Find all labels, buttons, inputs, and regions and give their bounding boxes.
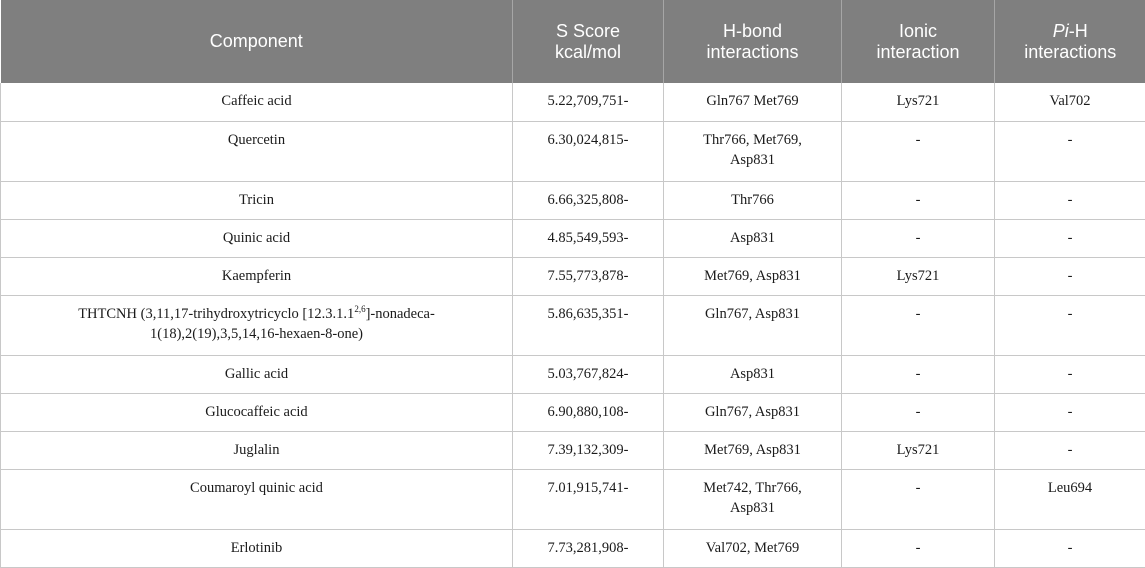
cell-pi-h: - — [995, 181, 1145, 219]
cell-ionic: - — [842, 181, 995, 219]
cell-component: Juglalin — [1, 431, 513, 469]
cell-component: Erlotinib — [1, 529, 513, 567]
cell-component: Coumaroyl quinic acid — [1, 469, 513, 529]
cell-component: Glucocaffeic acid — [1, 393, 513, 431]
table-row — [1, 83, 1145, 121]
header-ionic: Ionic interaction — [842, 0, 995, 83]
cell-ionic: - — [842, 529, 995, 567]
table-row — [1, 355, 1145, 393]
cell-hbond: Met769, Asp831 — [664, 257, 842, 295]
table-row — [1, 529, 1145, 567]
table-row — [1, 219, 1145, 257]
cell-pi-h: - — [995, 295, 1145, 355]
cell-pi-h: - — [995, 529, 1145, 567]
cell-s-score: 5.03,767,824- — [513, 355, 664, 393]
cell-hbond: Gln767, Asp831 — [664, 295, 842, 355]
cell-ionic: - — [842, 393, 995, 431]
cell-component: THTCNH (3,11,17-trihydroxytricyclo [12.3.1.1$^{2,6}$]-nonadeca-1(18),2(19),3,5,14,16-hexaen-8-one) — [1, 295, 513, 355]
cell-hbond: Asp831 — [664, 219, 842, 257]
cell-s-score: 5.86,635,351- — [513, 295, 664, 355]
cell-pi-h: - — [995, 431, 1145, 469]
cell-component: Quinic acid — [1, 219, 513, 257]
cell-ionic: Lys721 — [842, 83, 995, 121]
cell-pi-h: Leu694 — [995, 469, 1145, 529]
cell-hbond: Gln767 Met769 — [664, 83, 842, 121]
cell-s-score: 7.55,773,878- — [513, 257, 664, 295]
cell-s-score: 7.73,281,908- — [513, 529, 664, 567]
cell-pi-h: - — [995, 121, 1145, 181]
header-pi-h: Pi-H interactions — [995, 0, 1145, 83]
cell-ionic: - — [842, 469, 995, 529]
cell-s-score: 6.90,880,108- — [513, 393, 664, 431]
cell-ionic: - — [842, 295, 995, 355]
table-row — [1, 257, 1145, 295]
cell-component: Tricin — [1, 181, 513, 219]
cell-pi-h: - — [995, 219, 1145, 257]
cell-component: Quercetin — [1, 121, 513, 181]
cell-hbond: Met769, Asp831 — [664, 431, 842, 469]
cell-s-score: 4.85,549,593- — [513, 219, 664, 257]
cell-component: Kaempferin — [1, 257, 513, 295]
header-hbond: H-bond interactions — [664, 0, 842, 83]
cell-hbond: Thr766 — [664, 181, 842, 219]
cell-s-score: 7.01,915,741- — [513, 469, 664, 529]
table-row — [1, 295, 1145, 355]
cell-s-score: 5.22,709,751- — [513, 83, 664, 121]
table-row — [1, 121, 1145, 181]
header-component: Component — [1, 0, 513, 83]
cell-component: Gallic acid — [1, 355, 513, 393]
cell-s-score: 7.39,132,309- — [513, 431, 664, 469]
cell-pi-h: - — [995, 355, 1145, 393]
cell-hbond: Thr766, Met769, Asp831 — [664, 121, 842, 181]
cell-ionic: - — [842, 121, 995, 181]
cell-pi-h: - — [995, 257, 1145, 295]
table-row — [1, 393, 1145, 431]
cell-ionic: - — [842, 219, 995, 257]
cell-s-score: 6.30,024,815- — [513, 121, 664, 181]
cell-pi-h: Val702 — [995, 83, 1145, 121]
header-row — [1, 0, 1145, 83]
cell-s-score: 6.66,325,808- — [513, 181, 664, 219]
table-row — [1, 431, 1145, 469]
table-row — [1, 181, 1145, 219]
header-s-score: S Score kcal/mol — [513, 0, 664, 83]
cell-hbond: Val702, Met769 — [664, 529, 842, 567]
cell-hbond: Met742, Thr766, Asp831 — [664, 469, 842, 529]
cell-ionic: Lys721 — [842, 431, 995, 469]
cell-hbond: Asp831 — [664, 355, 842, 393]
cell-component: Caffeic acid — [1, 83, 513, 121]
table-row — [1, 469, 1145, 529]
cell-pi-h: - — [995, 393, 1145, 431]
cell-ionic: Lys721 — [842, 257, 995, 295]
cell-hbond: Gln767, Asp831 — [664, 393, 842, 431]
cell-ionic: - — [842, 355, 995, 393]
